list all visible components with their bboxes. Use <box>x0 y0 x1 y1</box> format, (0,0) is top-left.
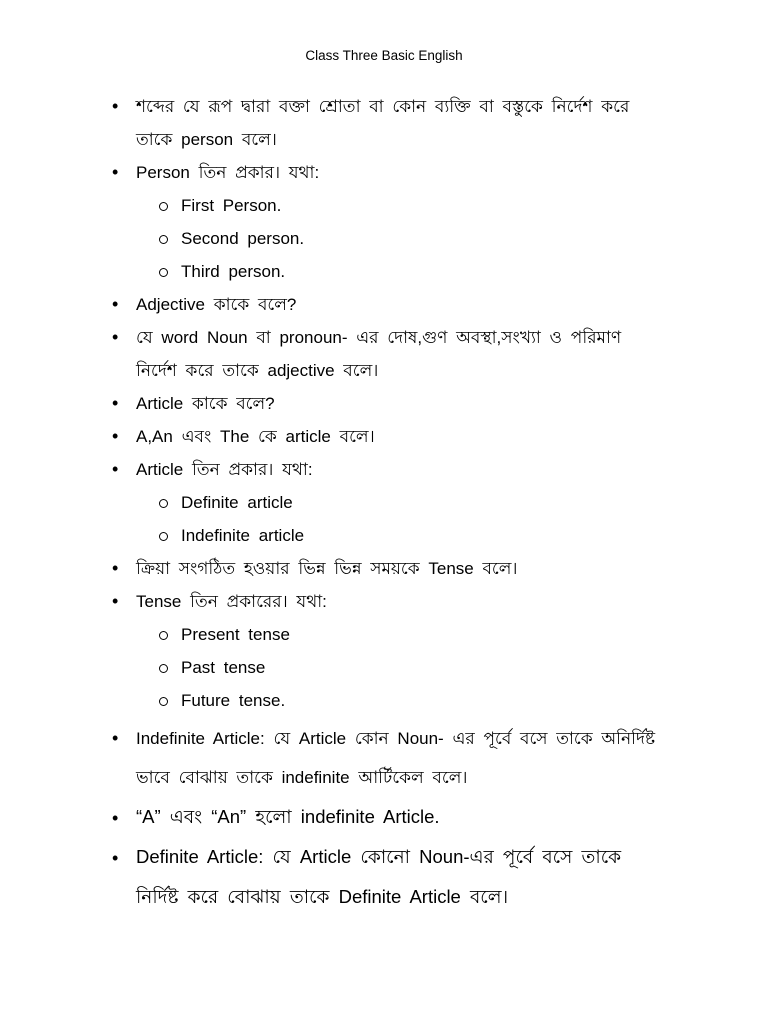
list-item-person-types: • Person তিন প্রকার। যথা: <box>0 156 768 189</box>
sub-item-future-tense: Future tense. <box>0 684 768 717</box>
list-item-a-an-indefinite: • “A” এবং “An” হলো indefinite Article. <box>0 797 768 837</box>
list-item-article-question: • Article কাকে বলে? <box>0 387 768 420</box>
list-item-definite-article-definition: • Definite Article: যে Article কোনো Noun-এর পূর্বে বসে তাকে নির্দিষ্ট করে বোঝায় তাকে Definite Article বলে। <box>0 837 768 917</box>
sub-item-indefinite-article: Indefinite article <box>0 519 768 552</box>
list-item-person-definition: • শব্দের যে রূপ দ্বারা বক্তা শ্রোতা বা কোন ব্যক্তি বা বস্তুকে নির্দেশ করে তাকে person বলে। <box>0 90 768 156</box>
list-item-tense-definition: • ক্রিয়া সংগঠিত হওয়ার ভিন্ন ভিন্ন সময়কে Tense বলে। <box>0 552 768 585</box>
sub-item-past-tense: Past tense <box>0 651 768 684</box>
list-item-adjective-definition: • যে word Noun বা pronoun- এর দোষ,গুণ অবস্থা,সংখ্যা ও পরিমাণ নির্দেশ করে তাকে adjective বলে। <box>0 321 768 387</box>
sub-item-definite-article: Definite article <box>0 486 768 519</box>
list-item-tense-types: • Tense তিন প্রকারের। যথা: <box>0 585 768 618</box>
sub-item-second-person: Second person. <box>0 222 768 255</box>
sub-item-present-tense: Present tense <box>0 618 768 651</box>
document-list <box>0 90 768 917</box>
list-item-indefinite-article-definition: • Indefinite Article: যে Article কোন Noun- এর পূর্বে বসে তাকে অনির্দিষ্ট ভাবে বোঝায় তাকে indefinite আর্টিকেল বলে। <box>0 719 768 797</box>
list-item-article-types: • Article তিন প্রকার। যথা: <box>0 453 768 486</box>
list-item-article-definition: • A,An এবং The কে article বলে। <box>0 420 768 453</box>
sub-item-third-person: Third person. <box>0 255 768 288</box>
list-item-adjective-question: • Adjective কাকে বলে? <box>0 288 768 321</box>
page-header: Class Three Basic English <box>305 48 463 63</box>
sub-item-first-person: First Person. <box>0 189 768 222</box>
